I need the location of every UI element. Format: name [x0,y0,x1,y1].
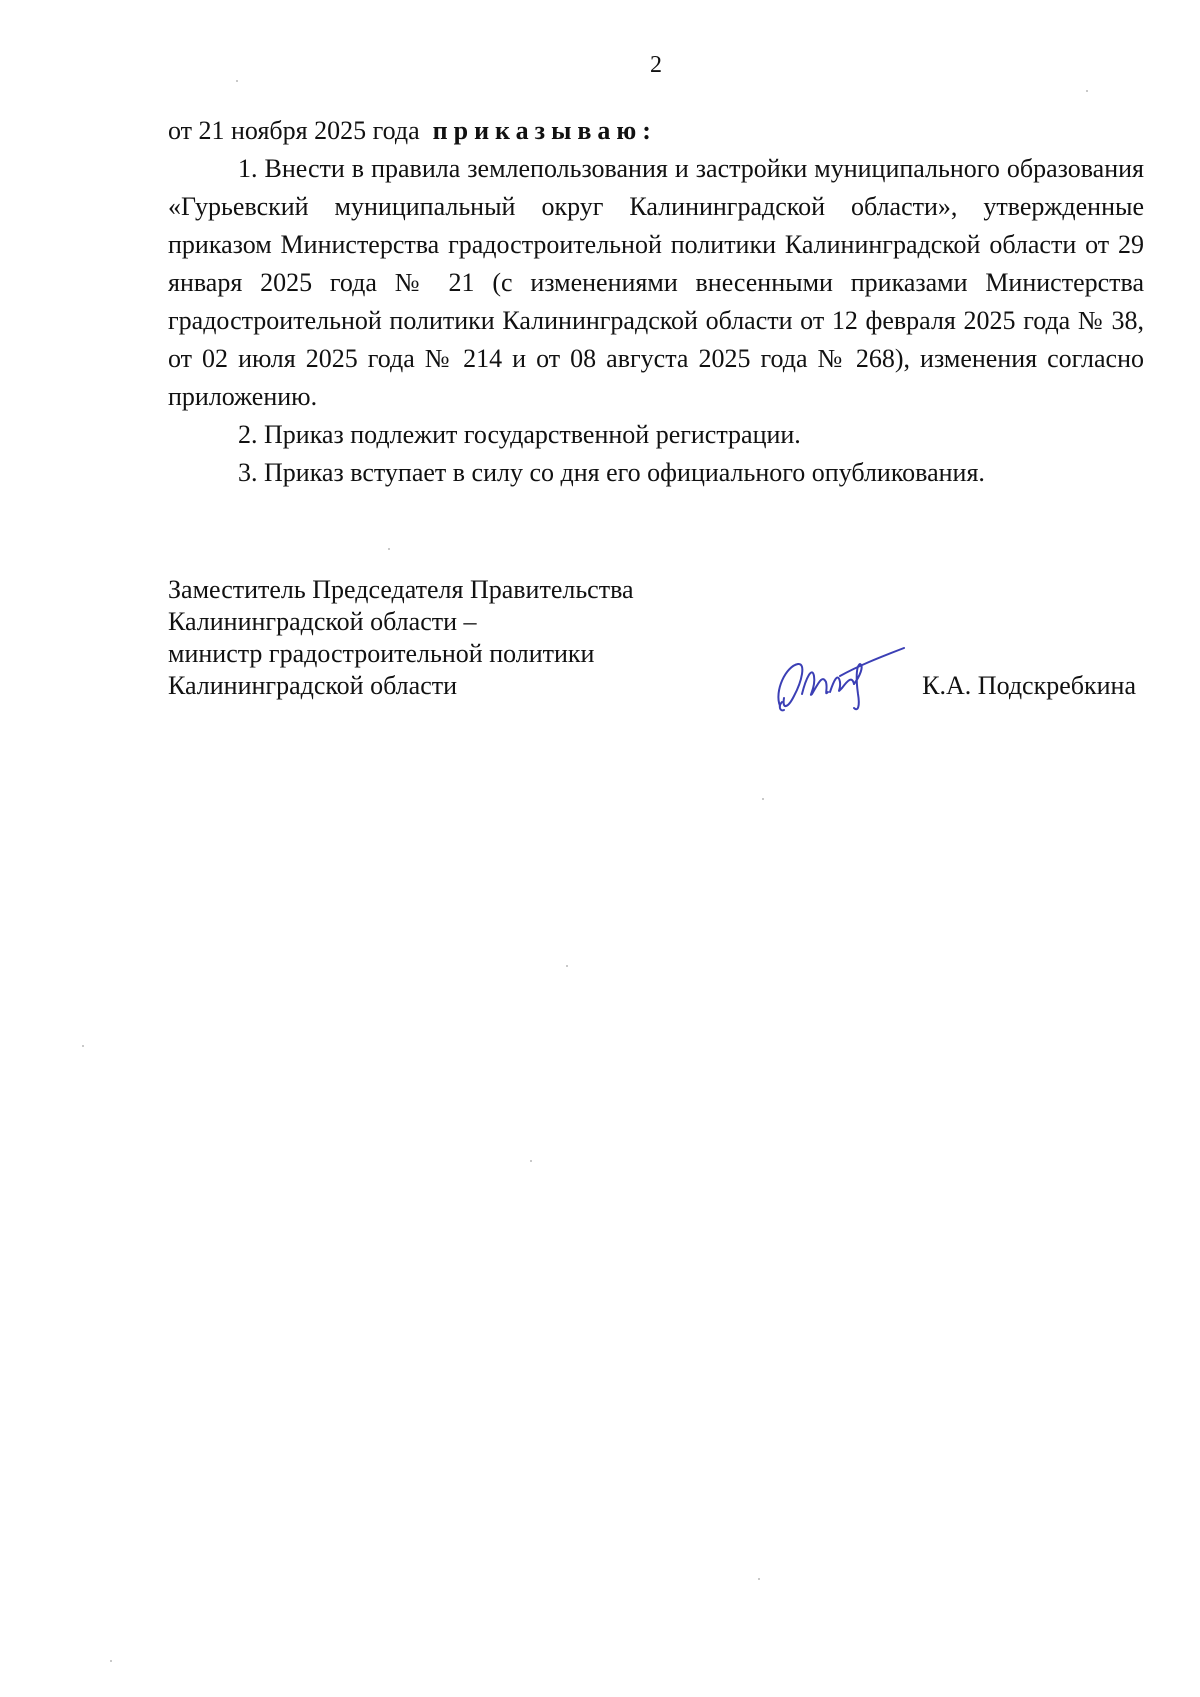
signer-name: К.А. Подскребкина [922,671,1136,700]
scan-speck [1086,90,1088,92]
signer-title-line: министр градостроительной политики [168,639,595,668]
item-3: 3. Приказ вступает в силу со дня его официального опубликования. [238,458,985,487]
document-body [168,112,1144,492]
scan-speck [758,1578,760,1580]
item-2: 2. Приказ подлежит государственной регистрации. [238,420,801,449]
scan-speck [82,1045,84,1047]
scan-speck [236,80,238,82]
signer-title-line: Калининградской области – [168,607,477,636]
signer-title-line: Калининградской области [168,671,458,700]
scan-speck [530,1160,532,1162]
scan-speck [566,965,568,967]
signer-title-line: Заместитель Председателя Правительства [168,575,634,604]
order-word: приказываю: [432,116,657,145]
lead-line [168,112,1144,150]
lead-text: от 21 ноября 2025 года [168,116,420,145]
scan-speck [388,548,390,550]
scan-speck [110,1660,112,1662]
signature-block [168,574,1144,702]
scan-speck [762,798,764,800]
handwritten-signature [768,636,908,716]
item-1: 1. Внести в правила землепользования и застройки муниципального образования «Гурьевский муниципальный округ Калининградской области», утвержденные приказом Министерства градостроительной политики Калининградской области от 29 января 2025 года № 21 (с изменениями внесенными приказами Министерства градостроительной политики Калининградской области от 12 февраля 2025 года № 38, от 02 июля 2025 года № 214 и от 08 августа 2025 года № 268), изменения согласно приложению. [168,154,1144,411]
page-number: 2 [650,52,662,78]
